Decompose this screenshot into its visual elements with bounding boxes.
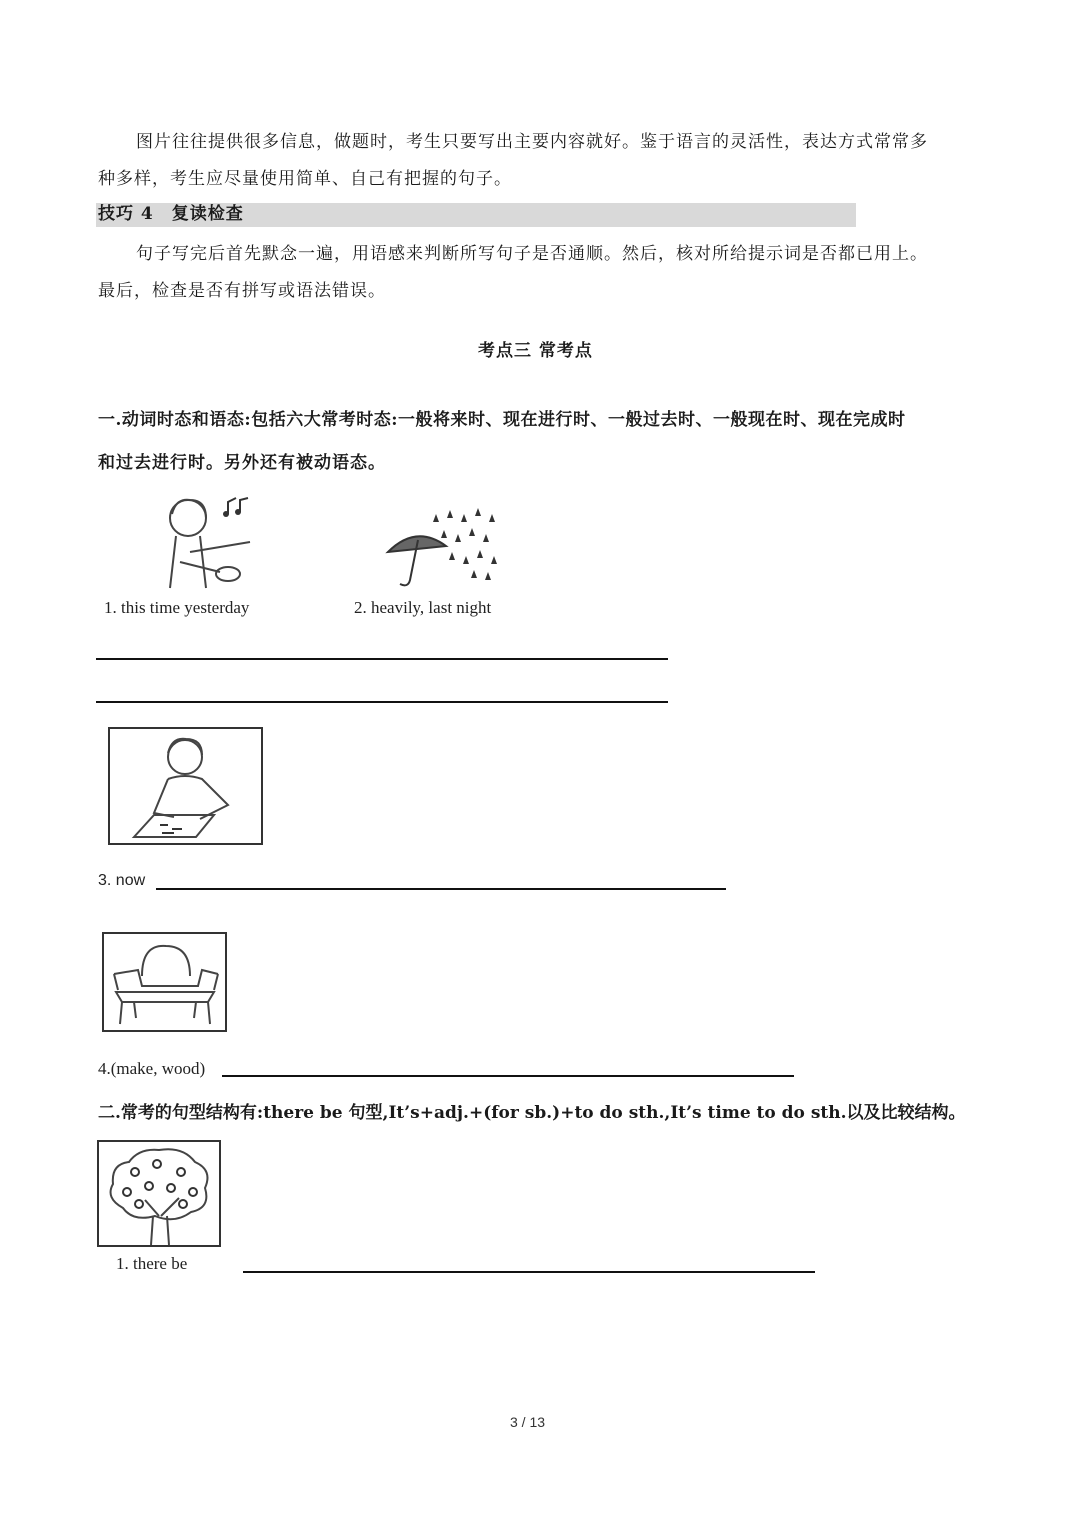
section-title: 考点三 常考点	[478, 341, 593, 361]
answer-line-3[interactable]	[156, 888, 726, 890]
answer-line-4[interactable]	[222, 1075, 794, 1077]
item1-label: 1. this time yesterday	[104, 598, 250, 617]
item3-label: 3. now	[98, 872, 146, 889]
apple-tree-icon	[97, 1140, 221, 1247]
tip4-heading: 技巧 4 复读检查	[98, 204, 244, 224]
wooden-chair-icon	[102, 932, 227, 1032]
answer-line-5[interactable]	[243, 1271, 815, 1273]
umbrella-rain-icon	[380, 500, 510, 590]
answer-line-2[interactable]	[96, 701, 668, 703]
violin-girl-icon	[150, 492, 270, 592]
tip4-line-1: 句子写完后首先默念一遍，用语感来判断所写句子是否通顺。然后，核对所给提示词是否都已用上。	[136, 244, 928, 264]
page-number: 3 / 13	[510, 1414, 546, 1430]
part2-item1-label: 1. there be	[116, 1254, 188, 1273]
intro-line-2: 种多样，考生应尽量使用简单、自己有把握的句子。	[98, 169, 512, 189]
answer-line-1[interactable]	[96, 658, 668, 660]
boy-writing-icon	[108, 727, 263, 845]
part1-heading-line-2: 和过去进行时。另外还有被动语态。	[98, 453, 386, 473]
intro-line-1: 图片往往提供很多信息，做题时，考生只要写出主要内容就好。鉴于语言的灵活性，表达方式常常多	[136, 132, 928, 152]
item2-label: 2. heavily, last night	[354, 598, 492, 617]
part2-heading: 二.常考的句型结构有:there be 句型,It’s+adj.+(for sb.)+to do sth.,It’s time to do sth.以及比较结构。	[98, 1103, 966, 1123]
item4-label: 4.(make, wood)	[98, 1059, 206, 1078]
tip4-line-2: 最后，检查是否有拼写或语法错误。	[98, 281, 386, 301]
part1-heading-line-1: 一.动词时态和语态:包括六大常考时态:一般将来时、现在进行时、一般过去时、一般现在时、现在完成时	[98, 410, 906, 430]
